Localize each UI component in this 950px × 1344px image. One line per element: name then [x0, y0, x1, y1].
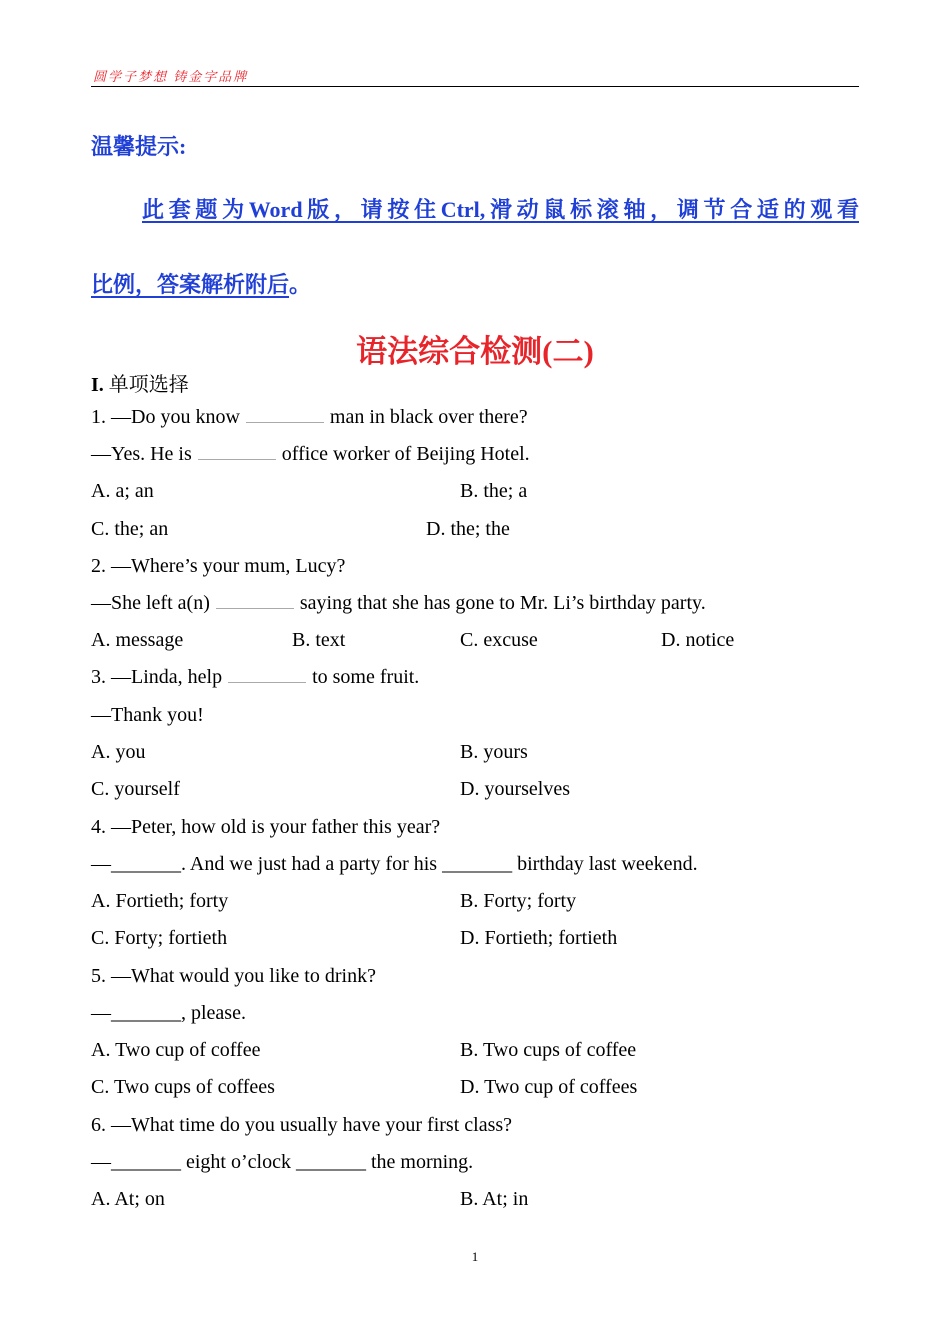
q1-option-b: B. the; a [460, 480, 528, 502]
section-label: 单项选择 [103, 374, 189, 396]
q6-line-1: 6. —What time do you usually have your first class? [91, 1114, 513, 1136]
q3-line-1 [91, 666, 419, 689]
q5-line-2: —_______, please. [91, 1002, 246, 1024]
q1-text-b: man in black over there? [329, 406, 528, 428]
q5-option-d: D. Two cup of coffees [460, 1076, 638, 1098]
q2-option-a: A. message [91, 629, 184, 651]
q2-line-1: 2. —Where’s your mum, Lucy? [91, 555, 346, 577]
q2-line-2 [91, 592, 706, 615]
q3-option-d: D. yourselves [460, 778, 570, 800]
tip-line-2 [91, 268, 311, 299]
tip-line-1: 此套题为Word版，请按住Ctrl,滑动鼠标滚轴，调节合适的观看 [142, 197, 859, 222]
q3-option-b: B. yours [460, 741, 528, 763]
q1-line-1 [91, 406, 528, 429]
page-number: 1 [471, 1249, 479, 1264]
q1-text-c: —Yes. He is [91, 443, 192, 465]
q6-option-a: A. At; on [91, 1188, 165, 1210]
q2-text-c: saying that she has gone to Mr. Li’s birthday party. [299, 592, 706, 614]
q4-line-1: 4. —Peter, how old is your father this year? [91, 816, 441, 838]
q4-option-a: A. Fortieth; forty [91, 890, 229, 912]
q6-line-2: —_______ eight o’clock _______ the morning. [91, 1151, 474, 1173]
q5-line-1: 5. —What would you like to drink? [91, 965, 376, 987]
q5-option-a: A. Two cup of coffee [91, 1039, 261, 1061]
q4-option-b: B. Forty; forty [460, 890, 577, 912]
header-slogan: 圆学子梦想 铸金字品牌 [93, 69, 249, 84]
document-title: 语法综合检测(二) [356, 334, 594, 369]
q2-text-b: —She left a(n) [91, 592, 210, 614]
q3-option-a: A. you [91, 741, 146, 763]
q1-text-d: office worker of Beijing Hotel. [281, 443, 530, 465]
q4-option-c: C. Forty; fortieth [91, 927, 228, 949]
q2-option-b: B. text [292, 629, 346, 651]
q5-option-b: B. Two cups of coffee [460, 1039, 637, 1061]
q4-option-d: D. Fortieth; fortieth [460, 927, 618, 949]
header-divider [91, 86, 859, 87]
q3-option-c: C. yourself [91, 778, 180, 800]
q1-option-c: C. the; an [91, 518, 169, 540]
q4-line-2: —_______. And we just had a party for his _______ birthday last weekend. [91, 853, 698, 875]
q3-text-b: to some fruit. [312, 666, 420, 688]
q1-line-2 [91, 443, 530, 466]
q1-option-d: D. the; the [426, 518, 510, 540]
q3-line-2: —Thank you! [91, 704, 204, 726]
section-number: I. [91, 374, 104, 396]
tip-title: 温馨提示: [91, 134, 187, 159]
q5-option-c: C. Two cups of coffees [91, 1076, 275, 1098]
q6-option-b: B. At; in [460, 1188, 529, 1210]
q2-option-d: D. notice [661, 629, 735, 651]
q3-text-a: 3. —Linda, help [91, 666, 223, 688]
answer-blank [198, 445, 276, 460]
tip-line-2-end: 。 [289, 272, 312, 297]
tip-line-2-text: 比例，答案解析附后 [91, 272, 290, 297]
section-heading [91, 368, 189, 397]
q1-option-a: A. a; an [91, 480, 154, 502]
answer-blank [216, 594, 294, 609]
answer-blank [246, 408, 324, 423]
q2-option-c: C. excuse [460, 629, 538, 651]
q1-text-a: 1. —Do you know [91, 406, 240, 428]
answer-blank [228, 668, 306, 683]
